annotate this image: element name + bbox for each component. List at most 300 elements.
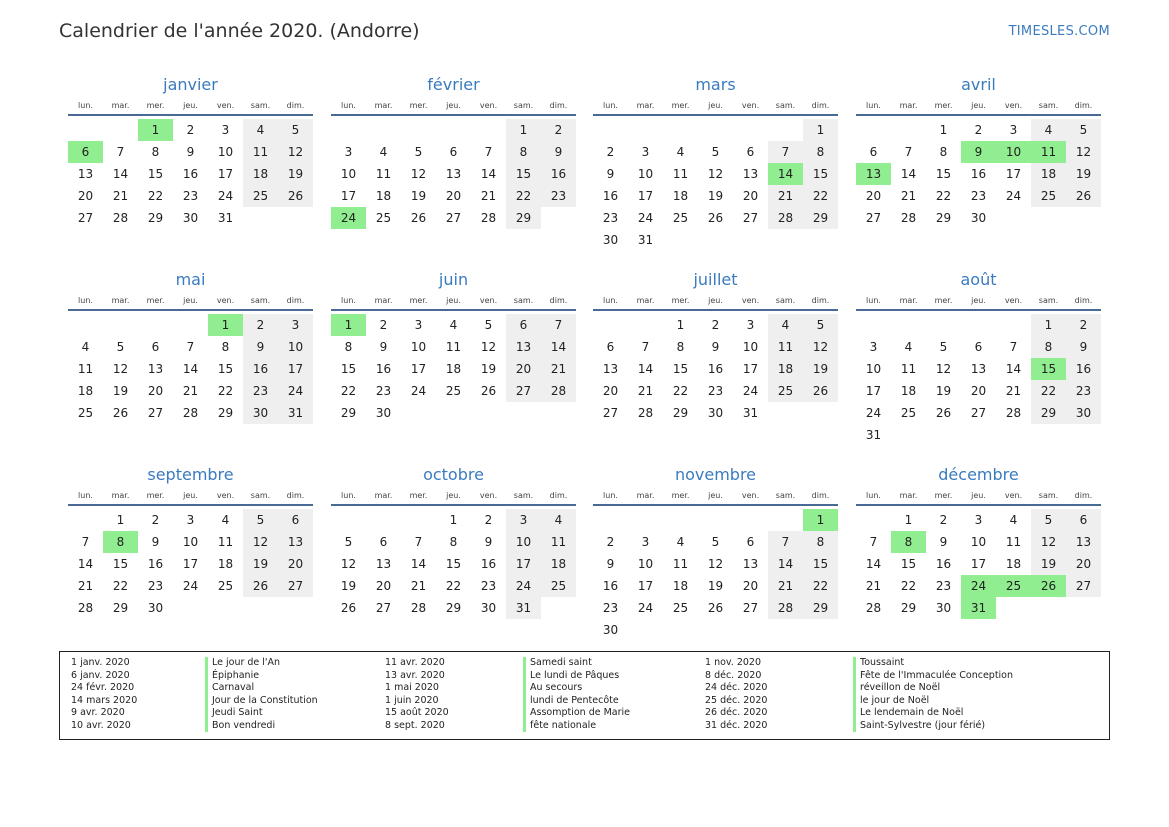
- weekday-label: jeu.: [971, 295, 986, 305]
- empty-cell: [68, 509, 103, 531]
- day-cell: 17: [217, 167, 234, 181]
- day-cell: 6: [449, 145, 458, 159]
- day-cell: 6: [379, 535, 388, 549]
- day-cell: 12: [410, 167, 427, 181]
- weekday-label: mar.: [111, 490, 130, 500]
- weekday-label: lun.: [341, 295, 356, 305]
- day-cell: 10: [278, 336, 313, 358]
- day-cell: 19: [410, 189, 427, 203]
- holiday-day-cell: 1: [331, 314, 366, 336]
- day-cell: 13: [602, 362, 619, 376]
- day-cell: 27: [602, 406, 619, 420]
- day-cell: 21: [77, 579, 94, 593]
- legend-holiday-name: Le lendemain de Noël: [853, 707, 1013, 720]
- legend-holiday-name: Toussaint: [853, 657, 1013, 670]
- days-grid: [68, 314, 313, 424]
- weekday-label: lun.: [78, 295, 93, 305]
- day-cell: 18: [672, 189, 689, 203]
- day-cell: 29: [147, 211, 164, 225]
- legend-date: 24 déc. 2020: [705, 682, 768, 693]
- day-cell: 19: [112, 384, 129, 398]
- empty-cell: [768, 119, 803, 141]
- legend-date: 10 avr. 2020: [71, 719, 131, 731]
- day-cell: 17: [278, 358, 313, 380]
- day-cell: 26: [410, 211, 427, 225]
- day-cell: 30: [375, 406, 392, 420]
- weekday-label: jeu.: [183, 100, 198, 110]
- day-cell: 10: [970, 535, 987, 549]
- day-cell: 25: [217, 579, 234, 593]
- empty-cell: [103, 314, 138, 336]
- weekday-label: ven.: [1004, 490, 1023, 500]
- day-cell: 25: [375, 211, 392, 225]
- empty-cell: [733, 509, 768, 531]
- legend-holiday-name: Carnaval: [205, 682, 318, 695]
- empty-cell: [856, 314, 891, 336]
- day-cell: 11: [900, 362, 917, 376]
- weekday-label: mer.: [934, 490, 953, 500]
- day-cell: 1: [449, 513, 458, 527]
- day-cell: 15: [445, 557, 462, 571]
- weekday-label: lun.: [603, 490, 618, 500]
- day-cell: 18: [243, 163, 278, 185]
- day-cell: 10: [410, 340, 427, 354]
- weekday-header: [68, 487, 313, 506]
- day-cell: 7: [869, 535, 878, 549]
- day-cell: 19: [1066, 163, 1101, 185]
- day-cell: 4: [243, 119, 278, 141]
- weekday-label: jeu.: [708, 295, 723, 305]
- days-grid: [331, 119, 576, 229]
- day-cell: 22: [506, 185, 541, 207]
- day-cell: 12: [340, 557, 357, 571]
- day-cell: 24: [278, 380, 313, 402]
- holiday-day-cell: 9: [961, 141, 996, 163]
- empty-cell: [103, 119, 138, 141]
- month-block: [856, 463, 1101, 619]
- day-cell: 2: [974, 123, 983, 137]
- month-block: [68, 268, 313, 424]
- day-cell: 28: [637, 406, 654, 420]
- day-cell: 4: [379, 145, 388, 159]
- day-cell: 20: [445, 189, 462, 203]
- day-cell: 10: [865, 362, 882, 376]
- weekday-label: dim.: [549, 100, 568, 110]
- day-cell: 29: [803, 597, 838, 619]
- legend-date: 8 sept. 2020: [385, 719, 445, 731]
- legend-date: 31 déc. 2020: [705, 719, 768, 731]
- empty-cell: [961, 314, 996, 336]
- day-cell: 1: [904, 513, 913, 527]
- day-cell: 9: [711, 340, 720, 354]
- day-cell: 3: [506, 509, 541, 531]
- weekday-label: sam.: [513, 490, 534, 500]
- day-cell: 27: [278, 575, 313, 597]
- day-cell: 18: [1031, 163, 1066, 185]
- weekday-label: dim.: [1074, 490, 1093, 500]
- day-cell: 22: [340, 384, 357, 398]
- day-cell: 26: [803, 380, 838, 402]
- empty-cell: [593, 509, 628, 531]
- empty-cell: [593, 314, 628, 336]
- weekday-label: mar.: [636, 295, 655, 305]
- holiday-day-cell: 26: [1031, 575, 1066, 597]
- day-cell: 7: [904, 145, 913, 159]
- weekday-label: mar.: [111, 100, 130, 110]
- day-cell: 31: [278, 402, 313, 424]
- day-cell: 15: [112, 557, 129, 571]
- day-cell: 13: [278, 531, 313, 553]
- legend-date: 6 janv. 2020: [71, 669, 130, 681]
- day-cell: 22: [1031, 380, 1066, 402]
- day-cell: 30: [147, 601, 164, 615]
- empty-cell: [628, 314, 663, 336]
- day-cell: 4: [904, 340, 913, 354]
- month-block: [856, 268, 1101, 446]
- day-cell: 12: [707, 167, 724, 181]
- legend-holiday-name: Au secours: [523, 682, 630, 695]
- day-cell: 20: [970, 384, 987, 398]
- day-cell: 2: [606, 145, 615, 159]
- day-cell: 9: [243, 336, 278, 358]
- brand-link[interactable]: TIMESLES.COM: [1008, 24, 1110, 39]
- weekday-label: sam.: [775, 100, 796, 110]
- weekday-label: jeu.: [708, 490, 723, 500]
- day-cell: 18: [768, 358, 803, 380]
- day-cell: 27: [1066, 575, 1101, 597]
- day-cell: 17: [182, 557, 199, 571]
- legend-date: 14 mars 2020: [71, 694, 138, 706]
- weekday-label: mer.: [934, 295, 953, 305]
- day-cell: 6: [278, 509, 313, 531]
- legend-date: 15 août 2020: [385, 707, 449, 718]
- legend-holiday-name: le jour de Noël: [853, 695, 1013, 708]
- day-cell: 25: [900, 406, 917, 420]
- day-cell: 20: [506, 358, 541, 380]
- day-cell: 26: [340, 601, 357, 615]
- day-cell: 24: [1005, 189, 1022, 203]
- day-cell: 17: [1005, 167, 1022, 181]
- weekday-label: lun.: [866, 100, 881, 110]
- weekday-label: lun.: [866, 490, 881, 500]
- legend-date: 24 févr. 2020: [71, 682, 135, 693]
- day-cell: 18: [375, 189, 392, 203]
- weekday-label: mer.: [671, 295, 690, 305]
- legend-name-column: [205, 657, 318, 732]
- day-cell: 28: [900, 211, 917, 225]
- days-grid: [593, 119, 838, 251]
- empty-cell: [436, 119, 471, 141]
- holiday-legend: [59, 651, 1110, 740]
- holiday-day-cell: 24: [961, 575, 996, 597]
- legend-name-column: [853, 657, 1013, 732]
- day-cell: 28: [541, 380, 576, 402]
- day-cell: 8: [803, 141, 838, 163]
- legend-date: 1 juin 2020: [385, 694, 439, 706]
- day-cell: 31: [637, 233, 654, 247]
- empty-cell: [663, 119, 698, 141]
- day-cell: 13: [147, 362, 164, 376]
- weekday-label: sam.: [250, 100, 271, 110]
- weekday-label: sam.: [1038, 100, 1059, 110]
- day-cell: 8: [1031, 336, 1066, 358]
- day-cell: 28: [410, 601, 427, 615]
- weekday-label: lun.: [78, 490, 93, 500]
- empty-cell: [331, 509, 366, 531]
- day-cell: 28: [1005, 406, 1022, 420]
- empty-cell: [733, 119, 768, 141]
- empty-cell: [401, 119, 436, 141]
- weekday-label: lun.: [603, 100, 618, 110]
- day-cell: 9: [379, 340, 388, 354]
- day-cell: 26: [243, 575, 278, 597]
- day-cell: 27: [445, 211, 462, 225]
- day-cell: 13: [506, 336, 541, 358]
- day-cell: 25: [768, 380, 803, 402]
- day-cell: 30: [970, 211, 987, 225]
- day-cell: 15: [506, 163, 541, 185]
- day-cell: 7: [484, 145, 493, 159]
- day-cell: 3: [641, 535, 650, 549]
- day-cell: 23: [182, 189, 199, 203]
- day-cell: 26: [480, 384, 497, 398]
- day-cell: 29: [1031, 402, 1066, 424]
- day-cell: 11: [445, 340, 462, 354]
- weekday-label: mar.: [374, 100, 393, 110]
- day-cell: 15: [340, 362, 357, 376]
- day-cell: 31: [742, 406, 759, 420]
- day-cell: 2: [379, 318, 388, 332]
- day-cell: 31: [506, 597, 541, 619]
- weekday-label: dim.: [286, 490, 305, 500]
- day-cell: 15: [147, 167, 164, 181]
- day-cell: 16: [243, 358, 278, 380]
- day-cell: 11: [768, 336, 803, 358]
- day-cell: 10: [182, 535, 199, 549]
- day-cell: 30: [602, 233, 619, 247]
- day-cell: 20: [602, 384, 619, 398]
- day-cell: 18: [77, 384, 94, 398]
- weekday-label: sam.: [775, 295, 796, 305]
- day-cell: 25: [541, 575, 576, 597]
- day-cell: 7: [186, 340, 195, 354]
- day-cell: 5: [116, 340, 125, 354]
- day-cell: 26: [112, 406, 129, 420]
- legend-holiday-name: Fête de l'Immaculée Conception: [853, 670, 1013, 683]
- day-cell: 27: [147, 406, 164, 420]
- day-cell: 18: [541, 553, 576, 575]
- holiday-day-cell: 8: [891, 531, 926, 553]
- day-cell: 3: [221, 123, 230, 137]
- day-cell: 27: [742, 601, 759, 615]
- weekday-label: dim.: [1074, 295, 1093, 305]
- day-cell: 25: [1031, 185, 1066, 207]
- legend-holiday-name: lundi de Pentecôte: [523, 695, 630, 708]
- weekday-label: dim.: [811, 295, 830, 305]
- day-cell: 27: [375, 601, 392, 615]
- legend-date-column: [385, 657, 449, 732]
- day-cell: 1: [116, 513, 125, 527]
- day-cell: 20: [147, 384, 164, 398]
- month-block: [593, 268, 838, 424]
- weekday-label: lun.: [603, 295, 618, 305]
- day-cell: 7: [641, 340, 650, 354]
- day-cell: 27: [77, 211, 94, 225]
- weekday-label: jeu.: [183, 295, 198, 305]
- day-cell: 29: [672, 406, 689, 420]
- day-cell: 8: [344, 340, 353, 354]
- day-cell: 20: [77, 189, 94, 203]
- empty-cell: [856, 509, 891, 531]
- day-cell: 4: [768, 314, 803, 336]
- day-cell: 11: [541, 531, 576, 553]
- day-cell: 5: [1031, 509, 1066, 531]
- legend-holiday-name: Samedi saint: [523, 657, 630, 670]
- day-cell: 9: [606, 557, 615, 571]
- legend-holiday-name: Épiphanie: [205, 670, 318, 683]
- day-cell: 9: [939, 535, 948, 549]
- empty-cell: [698, 119, 733, 141]
- day-cell: 22: [672, 384, 689, 398]
- month-block: [68, 463, 313, 619]
- day-cell: 28: [77, 601, 94, 615]
- day-cell: 10: [742, 340, 759, 354]
- day-cell: 16: [707, 362, 724, 376]
- weekday-label: mar.: [111, 295, 130, 305]
- day-cell: 10: [506, 531, 541, 553]
- weekday-label: mer.: [146, 295, 165, 305]
- day-cell: 25: [672, 211, 689, 225]
- day-cell: 7: [1009, 340, 1018, 354]
- empty-cell: [68, 314, 103, 336]
- day-cell: 22: [445, 579, 462, 593]
- day-cell: 16: [935, 557, 952, 571]
- day-cell: 21: [900, 189, 917, 203]
- day-cell: 12: [1031, 531, 1066, 553]
- weekday-label: jeu.: [446, 100, 461, 110]
- day-cell: 23: [480, 579, 497, 593]
- day-cell: 4: [541, 509, 576, 531]
- empty-cell: [138, 314, 173, 336]
- empty-cell: [996, 314, 1031, 336]
- holiday-day-cell: 31: [961, 597, 996, 619]
- weekday-label: sam.: [1038, 490, 1059, 500]
- page-title: Calendrier de l'année 2020. (Andorre): [59, 20, 420, 42]
- month-name: juin: [438, 270, 469, 289]
- day-cell: 18: [672, 579, 689, 593]
- day-cell: 6: [1066, 509, 1101, 531]
- day-cell: 30: [243, 402, 278, 424]
- day-cell: 18: [1005, 557, 1022, 571]
- day-cell: 14: [182, 362, 199, 376]
- empty-cell: [628, 509, 663, 531]
- day-cell: 27: [865, 211, 882, 225]
- day-cell: 30: [935, 601, 952, 615]
- weekday-label: jeu.: [971, 490, 986, 500]
- day-cell: 10: [637, 557, 654, 571]
- holiday-day-cell: 11: [1031, 141, 1066, 163]
- day-cell: 14: [410, 557, 427, 571]
- day-cell: 6: [506, 314, 541, 336]
- day-cell: 16: [602, 189, 619, 203]
- day-cell: 11: [243, 141, 278, 163]
- weekday-label: sam.: [1038, 295, 1059, 305]
- weekday-label: mar.: [374, 490, 393, 500]
- month-block: [68, 73, 313, 229]
- day-cell: 12: [803, 336, 838, 358]
- day-cell: 18: [445, 362, 462, 376]
- day-cell: 11: [672, 557, 689, 571]
- day-cell: 19: [243, 553, 278, 575]
- day-cell: 30: [707, 406, 724, 420]
- weekday-label: dim.: [549, 295, 568, 305]
- day-cell: 20: [375, 579, 392, 593]
- day-cell: 28: [768, 207, 803, 229]
- empty-cell: [366, 509, 401, 531]
- day-cell: 4: [81, 340, 90, 354]
- weekday-label: dim.: [1074, 100, 1093, 110]
- day-cell: 15: [803, 163, 838, 185]
- weekday-label: mer.: [409, 490, 428, 500]
- day-cell: 15: [672, 362, 689, 376]
- day-cell: 24: [506, 575, 541, 597]
- month-block: [593, 73, 838, 251]
- day-cell: 13: [742, 167, 759, 181]
- day-cell: 25: [445, 384, 462, 398]
- weekday-label: ven.: [741, 100, 760, 110]
- days-grid: [593, 314, 838, 424]
- legend-name-column: [523, 657, 630, 732]
- day-cell: 26: [707, 601, 724, 615]
- day-cell: 2: [541, 119, 576, 141]
- day-cell: 20: [865, 189, 882, 203]
- day-cell: 6: [151, 340, 160, 354]
- day-cell: 2: [484, 513, 493, 527]
- day-cell: 10: [340, 167, 357, 181]
- day-cell: 31: [217, 211, 234, 225]
- day-cell: 23: [602, 211, 619, 225]
- empty-cell: [926, 314, 961, 336]
- day-cell: 8: [151, 145, 160, 159]
- legend-date: 1 janv. 2020: [71, 657, 130, 668]
- legend-holiday-name: Le lundi de Pâques: [523, 670, 630, 683]
- weekday-label: mar.: [899, 490, 918, 500]
- day-cell: 21: [1005, 384, 1022, 398]
- day-cell: 11: [672, 167, 689, 181]
- day-cell: 6: [746, 145, 755, 159]
- day-cell: 8: [449, 535, 458, 549]
- weekday-label: ven.: [479, 295, 498, 305]
- legend-date: 11 avr. 2020: [385, 657, 445, 668]
- day-cell: 18: [900, 384, 917, 398]
- days-grid: [331, 314, 576, 424]
- day-cell: 14: [900, 167, 917, 181]
- holiday-day-cell: 6: [68, 141, 103, 163]
- weekday-label: dim.: [286, 100, 305, 110]
- month-name: octobre: [423, 465, 484, 484]
- day-cell: 27: [506, 380, 541, 402]
- weekday-header: [331, 487, 576, 506]
- day-cell: 30: [182, 211, 199, 225]
- empty-cell: [471, 119, 506, 141]
- day-cell: 8: [803, 531, 838, 553]
- day-cell: 7: [116, 145, 125, 159]
- day-cell: 17: [865, 384, 882, 398]
- day-cell: 25: [672, 601, 689, 615]
- day-cell: 1: [506, 119, 541, 141]
- weekday-label: sam.: [513, 295, 534, 305]
- day-cell: 21: [410, 579, 427, 593]
